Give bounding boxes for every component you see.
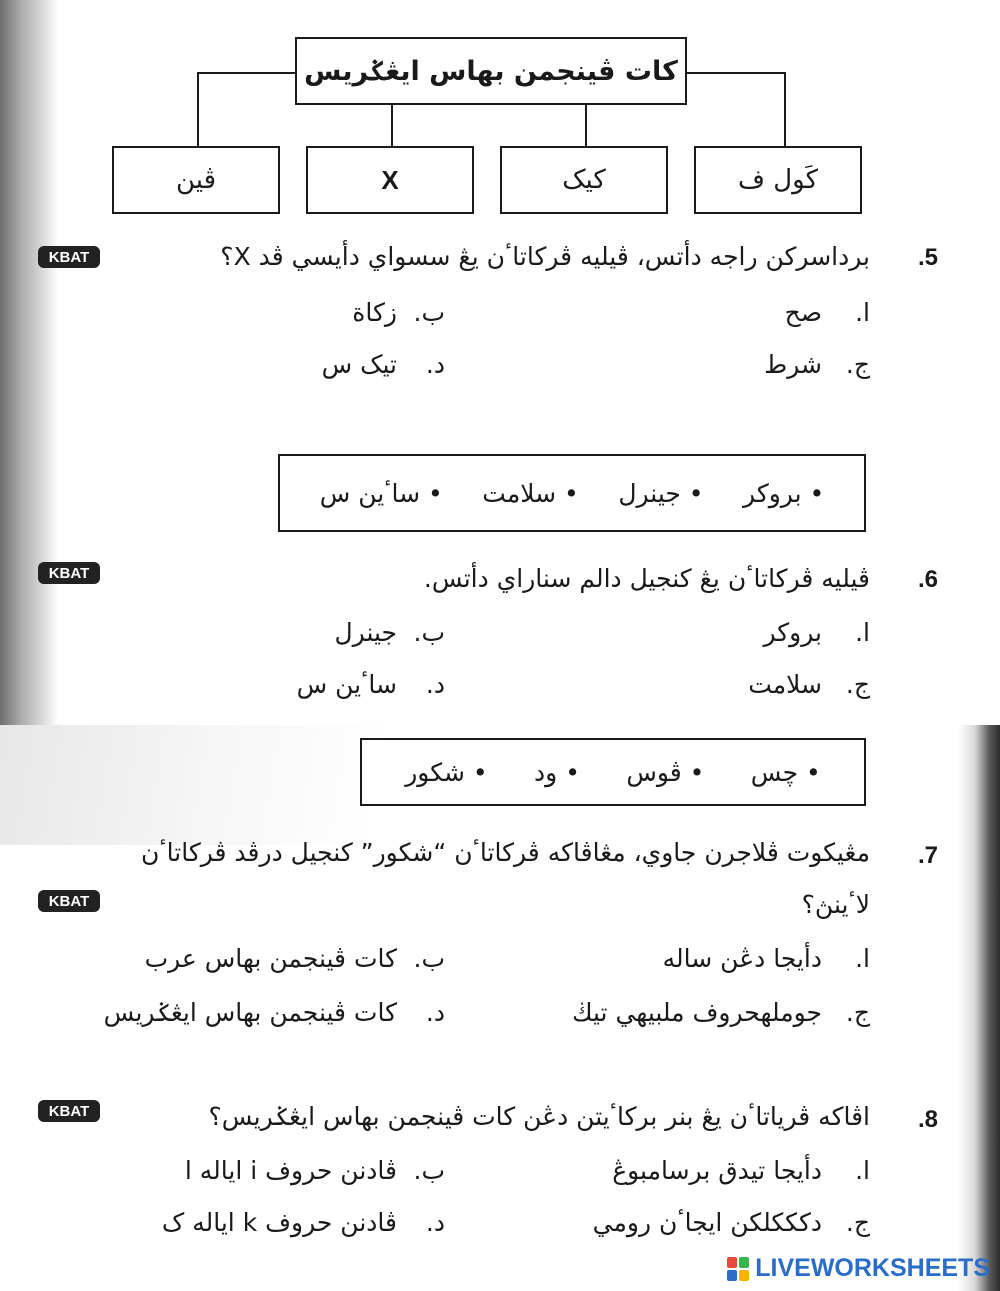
option-c[interactable] — [764, 350, 870, 379]
question-text-line2: لاٴينڽ؟ — [801, 890, 870, 919]
option-d[interactable] — [322, 350, 445, 379]
option-text: تيک س — [321, 350, 397, 379]
question-number: .8 — [917, 1106, 938, 1133]
option-letter: ب. — [413, 1156, 445, 1185]
option-text: ڤادنن حروف k اياله ک — [161, 1208, 397, 1237]
liveworksheets-wordmark: LIVEWORKSHEETS — [755, 1254, 990, 1282]
diagram-connector — [197, 72, 199, 147]
option-text: صح — [784, 298, 822, 327]
option-letter: ا. — [855, 1156, 870, 1185]
option-d[interactable] — [297, 670, 445, 699]
word-item: • ساٴين س — [319, 478, 443, 508]
option-letter: د. — [425, 998, 445, 1027]
option-letter: ب. — [413, 298, 445, 327]
question-number: .5 — [917, 244, 938, 271]
word-item: • سلامت — [482, 478, 579, 508]
option-text: ڤادنن حروف i اياله ا — [184, 1156, 397, 1185]
option-letter: د. — [425, 1208, 445, 1237]
option-text: كات ڤينجمن بهاس ايڠݢريس — [103, 998, 397, 1027]
liveworksheets-logo — [727, 1254, 990, 1283]
word-list-box — [360, 738, 866, 806]
option-letter: ب. — [413, 618, 445, 647]
option-letter: د. — [425, 350, 445, 379]
liveworksheets-logo-icon — [727, 1257, 749, 1281]
diagram-connector — [585, 105, 587, 147]
word-item: • چس — [750, 757, 821, 787]
option-text: ساٴين س — [296, 670, 397, 699]
word-item: • جينرل — [618, 478, 704, 508]
kbat-badge: KBAT — [38, 890, 100, 912]
diagram-connector — [784, 72, 786, 147]
option-letter: ج. — [845, 350, 870, 379]
option-letter: ا. — [855, 298, 870, 327]
word-item: • شكور — [405, 757, 488, 787]
option-b[interactable] — [335, 618, 446, 647]
option-letter: ج. — [845, 670, 870, 699]
question-text: اڤاكه ڤرياتاٴن يڠ بنر بركاٴيتن دڠن كات ڤينجمن بهاس ايڠݢريس؟ — [208, 1102, 870, 1131]
option-text: دكككلكن ايجاٴن رومي — [592, 1208, 822, 1237]
word-item: • بروكر — [743, 478, 825, 508]
scan-shadow-left — [0, 0, 58, 725]
option-text: شرط — [764, 350, 822, 379]
option-text: دأيجا تيدق برسامبوڠ — [612, 1156, 822, 1185]
option-letter: د. — [425, 670, 445, 699]
diagram-connector — [391, 105, 393, 147]
diagram-child-box: ڤين — [112, 146, 280, 214]
kbat-badge: KBAT — [38, 1100, 100, 1122]
option-letter: ب. — [413, 944, 445, 973]
option-text: كات ڤينجمن بهاس عرب — [144, 944, 397, 973]
option-letter: ج. — [845, 1208, 870, 1237]
diagram-child-box: كَول ف — [694, 146, 862, 214]
option-c[interactable] — [593, 1208, 870, 1237]
option-text: جينرل — [334, 618, 397, 647]
option-c[interactable] — [748, 670, 870, 699]
option-letter: ج. — [845, 998, 870, 1027]
diagram-child-box: كيک — [500, 146, 668, 214]
option-d[interactable] — [104, 998, 445, 1027]
question-text: ڤيليه ڤركاتاٴن يڠ كنجيل دالم سناراي دأتس. — [423, 564, 870, 593]
word-item: • ڤوس — [626, 757, 705, 787]
diagram-child-box-x: X — [306, 146, 474, 214]
option-a[interactable] — [785, 298, 870, 327]
option-a[interactable] — [612, 1156, 870, 1185]
kbat-badge: KBAT — [38, 246, 100, 268]
option-d[interactable] — [162, 1208, 445, 1237]
question-text: برداسركن راجه دأتس، ڤيليه ڤركاتاٴن يڠ سسواي دأيسي ڤد X؟ — [220, 242, 870, 271]
word-list-box — [278, 454, 866, 532]
option-b[interactable] — [145, 944, 445, 973]
option-a[interactable] — [663, 944, 870, 973]
option-text: زكاة — [352, 298, 397, 327]
option-text: سلامت — [748, 670, 822, 699]
option-c[interactable] — [572, 998, 870, 1027]
question-number: .6 — [917, 566, 938, 593]
option-text: دأيجا دڠن ساله — [662, 944, 822, 973]
option-letter: ا. — [855, 618, 870, 647]
question-number: .7 — [917, 842, 938, 869]
scan-shadow-right — [958, 725, 1000, 1291]
diagram-connector — [687, 72, 785, 74]
diagram-connector — [197, 72, 295, 74]
kbat-badge: KBAT — [38, 562, 100, 584]
option-b[interactable] — [185, 1156, 445, 1185]
option-a[interactable] — [763, 618, 870, 647]
option-letter: ا. — [855, 944, 870, 973]
word-item: • ود — [534, 757, 580, 787]
question-text: مڠيكوت ڤلاجرن جاوي، مڠاڤاكه ڤركاتاٴن “شكور” كنجيل درڤد ڤركاتاٴن — [140, 838, 870, 867]
option-b[interactable] — [352, 298, 445, 327]
option-text: جوملهحروف ملبيهي تيڬ — [571, 998, 822, 1027]
option-text: بروكر — [763, 618, 822, 647]
diagram-top-box: كات ڤينجمن بهاس ايڠݢريس — [295, 37, 687, 105]
